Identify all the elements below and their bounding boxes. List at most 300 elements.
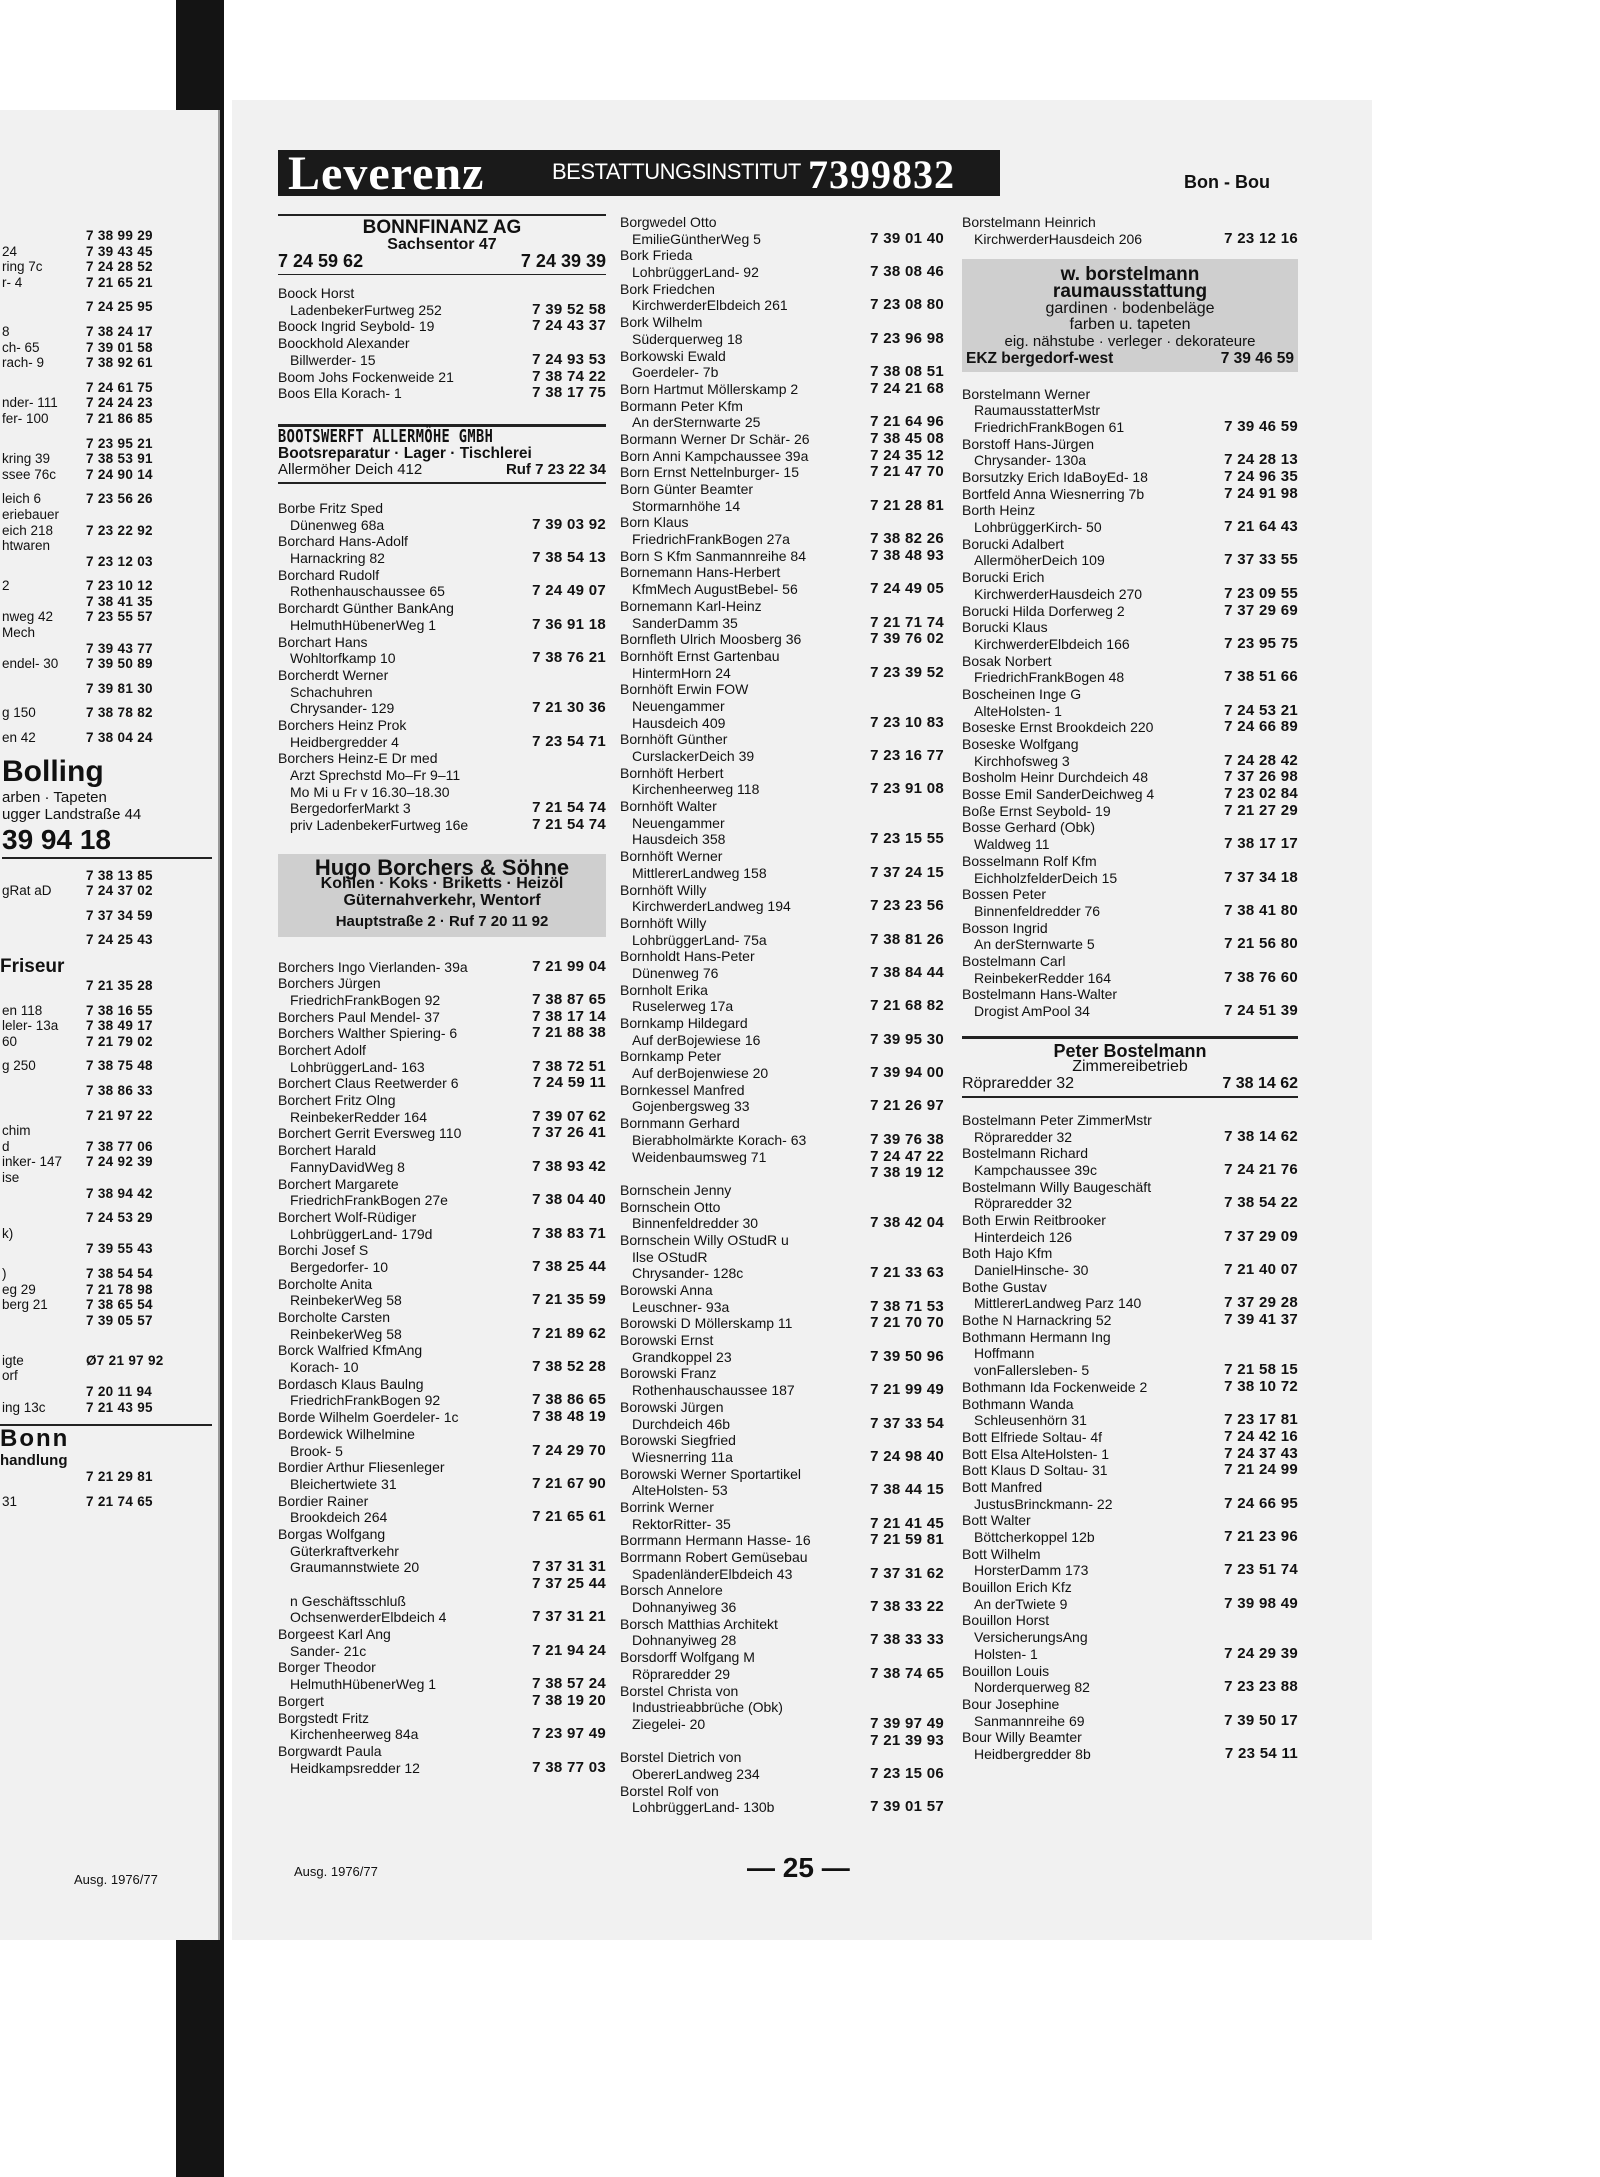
listing-row <box>962 586 1298 603</box>
listing-text: Borucki Klaus <box>962 619 1048 636</box>
listing-text: Norderquerweg 82 <box>974 1679 1090 1696</box>
listing-text: CurslackerDeich 39 <box>632 748 755 764</box>
listing-row <box>278 767 606 784</box>
page-number: — 25 — <box>747 1852 850 1883</box>
listing-text: Boße Ernst Seybold- 19 <box>962 802 1111 819</box>
listing-row <box>962 1679 1298 1696</box>
listing-phone: 7 24 29 70 <box>532 1441 606 1459</box>
listing-row <box>962 231 1298 248</box>
listing-row <box>620 1482 944 1499</box>
listing-row <box>962 703 1298 720</box>
listing-text: Wiesnerring 11a <box>632 1448 733 1465</box>
listing-row <box>278 1042 606 1059</box>
listing-text: Bossen Peter <box>962 886 1047 903</box>
listing-phone: 7 21 74 65 <box>86 1493 153 1509</box>
listing-row <box>620 1332 944 1349</box>
listing-text: Borchert Claus Reetwerder 6 <box>278 1075 459 1092</box>
listing-row <box>620 1315 944 1332</box>
listing-text: Bott Walter <box>962 1512 1031 1529</box>
listing-phone: 7 24 25 43 <box>86 932 153 948</box>
row-spacer <box>0 1328 212 1337</box>
listing-text: FriedrichFrankBogen 27a <box>632 531 790 548</box>
listing-row <box>962 569 1298 586</box>
ad-bootswerft-street: Allermöher Deich 412 <box>278 461 423 479</box>
listing-row <box>278 1659 606 1676</box>
listing-text: Neuengammer <box>632 697 725 714</box>
listing-phone: 7 23 56 26 <box>86 491 153 507</box>
listing-text: Borsch Matthias Architekt <box>620 1615 778 1632</box>
listing-row <box>620 1299 944 1316</box>
listing-text: LohbrüggerLand- 130b <box>632 1799 775 1816</box>
listing-row <box>620 1215 944 1232</box>
listing-text: Borchardt Günther BankAng <box>278 600 454 617</box>
listing-row <box>620 398 944 415</box>
listing-text: Borowski Anna <box>620 1282 713 1298</box>
listing-text: HelmuthHübenerWeg 1 <box>290 616 437 633</box>
listing-row <box>620 1616 944 1633</box>
listing-text: Bordier Arthur Fliesenleger <box>278 1459 445 1476</box>
listing-row <box>962 1729 1298 1746</box>
listing-text: Heidbergredder 4 <box>290 733 399 750</box>
listing-text: Harnackring 82 <box>290 550 385 567</box>
listing-row <box>278 1509 606 1526</box>
listing-text: Bordasch Klaus Baulng <box>278 1375 424 1392</box>
listing-row <box>0 1034 212 1050</box>
listing-text: Bornmann Gerhard <box>620 1115 740 1132</box>
ad-bootswerft-address <box>278 462 606 484</box>
listing-row <box>278 1376 606 1393</box>
listing-text: ise <box>2 1169 20 1185</box>
listing-phone: 7 38 25 44 <box>532 1257 606 1275</box>
listing-phone: 7 21 97 22 <box>86 1107 153 1123</box>
listing-phone: 7 23 54 71 <box>532 732 606 750</box>
listing-phone: 7 23 97 49 <box>532 1725 606 1743</box>
listing-text: An derSternwarte 5 <box>974 936 1095 953</box>
listing-row <box>962 419 1298 436</box>
ad-hugo-borchers <box>278 854 606 937</box>
listing-row <box>0 1154 212 1170</box>
listing-phone: 7 24 37 43 <box>1224 1444 1298 1462</box>
listing-row <box>278 1109 606 1126</box>
listing-text: 8 <box>2 323 10 339</box>
listing-text: Drogist AmPool 34 <box>974 1003 1090 1020</box>
listing-row <box>620 1599 944 1616</box>
listing-text: en 42 <box>2 730 36 746</box>
listing-row <box>962 486 1298 503</box>
row-spacer <box>0 1074 212 1083</box>
listing-text: Hoffmann <box>974 1345 1035 1362</box>
listing-row <box>278 1459 606 1476</box>
listing-text: Bosse Gerhard (Obk) <box>962 819 1096 836</box>
listing-row <box>0 1297 212 1313</box>
listing-row <box>962 753 1298 770</box>
listing-row <box>620 1382 944 1399</box>
listing-row <box>620 1098 944 1115</box>
listing-text: Bordier Rainer <box>278 1492 369 1509</box>
listing-text: EmilieGüntherWeg 5 <box>632 230 761 247</box>
listing-text: vonFallersleben- 5 <box>974 1362 1090 1379</box>
spacer <box>278 402 606 424</box>
ad-borstelmann-footer <box>962 351 1298 368</box>
listing-row <box>962 1562 1298 1579</box>
listing-phone: 7 38 19 20 <box>532 1691 606 1709</box>
listing-phone: 7 37 34 18 <box>1224 868 1298 886</box>
listing-phone: 7 24 61 75 <box>86 379 153 395</box>
listing-row <box>278 1359 606 1376</box>
listing-row <box>0 978 212 994</box>
listing-text: Holsten- 1 <box>974 1645 1038 1662</box>
listing-text: Durchdeich 46b <box>632 1415 731 1432</box>
listing-row <box>962 986 1298 1003</box>
listing-text: Borucki Hilda Dorferweg 2 <box>962 602 1125 619</box>
listing-row <box>962 1496 1298 1513</box>
listing-row <box>962 536 1298 553</box>
listing-row <box>620 665 944 682</box>
ad-bonnfinanz <box>278 214 606 275</box>
listing-text: Borchard Hans-Adolf <box>278 533 408 550</box>
listing-row <box>962 1546 1298 1563</box>
listing-text: Bott Wilhelm <box>962 1545 1041 1562</box>
listing-phone: 7 37 24 15 <box>870 863 944 881</box>
listing-phone: 7 24 49 05 <box>870 580 944 598</box>
listing-text: Kirchenheerweg 84a <box>290 1726 419 1743</box>
listing-phone: 7 39 76 38 <box>870 1130 944 1148</box>
ad-bootswerft-name: BOOTSWERFT ALLERMÖHE GMBH <box>278 426 494 447</box>
listing-phone: 7 23 16 77 <box>870 747 944 764</box>
listing-phone: 7 23 15 06 <box>870 1764 944 1782</box>
listing-text: Bosselmann Rolf Kfm <box>962 852 1097 869</box>
listing-phone: 7 23 51 74 <box>1224 1561 1298 1579</box>
listing-phone: 7 21 86 85 <box>86 410 153 426</box>
listing-phone: 7 39 81 30 <box>86 680 153 696</box>
listing-row <box>620 848 944 865</box>
row-spacer <box>0 859 212 868</box>
listing-text: Bosholm Heinr Durchdeich 48 <box>962 769 1148 786</box>
listing-phone: 7 37 29 69 <box>1224 601 1298 619</box>
listing-phone: 7 21 27 29 <box>1224 801 1298 819</box>
listing-text: Heidkampsredder 12 <box>290 1759 420 1776</box>
listing-row <box>278 784 606 801</box>
listing-text: AlteHolsten- 1 <box>974 702 1062 719</box>
listing-phone: 7 21 35 28 <box>86 978 153 993</box>
listing-text: ing 13c <box>2 1399 46 1415</box>
listing-text: fer- 100 <box>2 410 49 426</box>
listing-row <box>278 1092 606 1109</box>
listing-row <box>0 908 212 924</box>
listing-phone: 7 21 89 62 <box>532 1324 606 1342</box>
listing-row <box>278 517 606 534</box>
listing-row <box>962 920 1298 937</box>
ad-hugo-street: Hauptstraße 2 · Ruf 7 20 11 92 <box>335 912 549 930</box>
listing-row <box>278 1242 606 1259</box>
listing-phone: 7 37 29 09 <box>1224 1227 1298 1245</box>
listing-text: Bleichertwiete 31 <box>290 1475 397 1492</box>
listing-row <box>620 1499 944 1516</box>
listing-row <box>962 1345 1298 1362</box>
listing-row <box>962 853 1298 870</box>
listing-row <box>962 1412 1298 1429</box>
listing-text: RektorRitter- 35 <box>632 1515 731 1532</box>
listing-text: Borucki Erich <box>962 569 1045 586</box>
listing-row <box>0 1226 212 1242</box>
listing-phone: 7 21 33 63 <box>870 1264 944 1282</box>
ad-bootswerft-sub: Bootsreparatur · Lager · Tischlerei <box>278 444 532 462</box>
ad-bootswerft <box>278 424 606 484</box>
leverenz-logo: Leverenz <box>288 147 485 200</box>
listing-text: LohbrüggerKirch- 50 <box>974 519 1102 536</box>
ad-bolling-name: Bolling <box>2 754 104 788</box>
listing-row <box>620 715 944 732</box>
listing-row <box>278 302 606 319</box>
listing-phone: 7 24 28 52 <box>86 259 153 275</box>
listing-phone: 7 20 11 94 <box>86 1384 153 1400</box>
spacer <box>962 372 1298 386</box>
listing-phone: 7 21 43 95 <box>86 1399 153 1415</box>
listing-text: Borchi Josef S <box>278 1242 369 1259</box>
listing-phone: 7 38 94 42 <box>86 1185 153 1201</box>
listing-row <box>620 1666 944 1683</box>
listing-phone: 7 36 91 18 <box>532 615 606 633</box>
listing-phone: 7 38 04 24 <box>86 730 153 746</box>
listing-text: Borcherdt Werner <box>278 666 389 683</box>
listing-text: Bostelmann Carl <box>962 952 1066 969</box>
spacer <box>278 834 606 854</box>
listing-phone: 7 21 23 96 <box>1224 1528 1298 1546</box>
listing-row <box>278 700 606 717</box>
left-page-edition: Ausg. 1976/77 <box>74 1872 158 1887</box>
listing-row <box>620 414 944 431</box>
listing-row <box>278 1760 606 1777</box>
listing-text: g 150 <box>2 705 36 721</box>
listing-phone: 7 24 92 39 <box>86 1154 153 1170</box>
listing-phone: 7 38 13 85 <box>86 867 153 883</box>
listing-text: Bosak Norbert <box>962 652 1052 669</box>
listing-text: Bordewick Wilhelmine <box>278 1425 415 1442</box>
listing-phone: 7 23 02 84 <box>1224 785 1298 803</box>
ad-hugo-sub: Kohlen · Koks · Briketts · Heizöl <box>320 875 564 893</box>
listing-row <box>620 1566 944 1583</box>
listing-text: Boock Ingrid Seybold- 19 <box>278 318 435 335</box>
bonn-subheading: handlung <box>0 1452 68 1470</box>
header-phone: 7399832 <box>808 152 955 197</box>
listing-row <box>962 1663 1298 1680</box>
listing-row <box>620 1699 944 1716</box>
listing-phone: 7 23 17 81 <box>1224 1411 1298 1429</box>
spacer <box>278 937 606 959</box>
listing-row <box>620 1282 944 1299</box>
listing-phone: 7 23 10 83 <box>870 713 944 731</box>
listing-text: FriedrichFrankBogen 27e <box>290 1192 448 1209</box>
listing-phone: 7 38 16 55 <box>86 1002 153 1018</box>
ad-bonnfinanz-phone2: 7 24 39 39 <box>520 251 606 272</box>
listing-text: Binnenfeldredder 30 <box>632 1215 759 1232</box>
listing-phone: 7 21 94 24 <box>532 1641 606 1659</box>
listing-row <box>0 467 212 483</box>
listing-row <box>962 1229 1298 1246</box>
listing-text: orf <box>2 1368 18 1384</box>
listing-phone: 7 37 31 21 <box>532 1608 606 1626</box>
listing-text: eriebauer <box>2 506 60 522</box>
listing-row <box>620 1632 944 1649</box>
listing-row <box>278 1142 606 1159</box>
listing-text: LadenbekerFurtweg 252 <box>290 301 442 318</box>
listing-text: Borsdorff Wolfgang M <box>620 1649 755 1666</box>
listing-text: Bostelmann Hans-Walter <box>962 986 1118 1003</box>
listing-text: Röpraredder 32 <box>974 1128 1073 1145</box>
listing-text: Borstelmann Werner <box>962 385 1091 402</box>
listing-phone: 7 38 14 62 <box>1224 1127 1298 1145</box>
listing-phone: 7 21 65 21 <box>86 274 153 290</box>
listing-text: Borchers Paul Mendel- 37 <box>278 1008 440 1025</box>
listing-text: Bornkamp Peter <box>620 1048 722 1065</box>
listing-row <box>620 264 944 281</box>
listing-phone: 7 23 09 55 <box>1224 584 1298 602</box>
listing-row <box>278 583 606 600</box>
listing-phone: 7 23 12 16 <box>1224 229 1298 247</box>
listing-row <box>278 567 606 584</box>
listing-text: Borowski Ernst <box>620 1332 714 1349</box>
listing-row <box>0 609 212 625</box>
listing-text: Bott Manfred <box>962 1478 1043 1495</box>
listing-phone: 7 37 31 62 <box>870 1564 944 1582</box>
listing-text: Bornfleth Ulrich Moosberg 36 <box>620 631 802 648</box>
ad-borstelmann-name2: raumausstattung <box>1052 281 1208 303</box>
listing-row <box>0 1266 212 1282</box>
listing-phone: 7 39 05 57 <box>86 1312 153 1328</box>
row-spacer <box>0 569 212 578</box>
listing-phone: 7 38 92 61 <box>86 355 153 371</box>
listing-text: Born Ernst Nettelnburger- 15 <box>620 464 799 481</box>
listing-text: 2 <box>2 578 10 594</box>
listing-text: FriedrichFrankBogen 92 <box>290 1392 441 1409</box>
listing-text: Borchers Walther Spiering- 6 <box>278 1025 458 1042</box>
listing-phone: 7 38 17 14 <box>532 1007 606 1025</box>
listing-text: eg 29 <box>2 1281 36 1297</box>
listing-text: Borger Theodor <box>278 1659 376 1676</box>
listing-row <box>962 436 1298 453</box>
friseur-heading: Friseur <box>0 956 65 977</box>
listing-row <box>620 831 944 848</box>
listing-row <box>0 324 212 340</box>
listing-row <box>0 1241 212 1257</box>
listing-row <box>962 402 1298 419</box>
listing-row <box>962 1362 1298 1379</box>
listing-text: Borowski Franz <box>620 1365 717 1382</box>
listing-row <box>278 1626 606 1643</box>
ad-borstelmann-line2: farben u. tapeten <box>1069 316 1191 334</box>
listing-text: Röpraredder 32 <box>974 1195 1073 1212</box>
listing-row <box>620 381 944 398</box>
listing-row <box>962 1713 1298 1730</box>
ad-borstelmann-phone: 7 39 46 59 <box>1220 349 1294 367</box>
listing-text: Dohnanyiweg 36 <box>632 1599 737 1616</box>
listing-row <box>278 1726 606 1743</box>
listing-phone: 7 21 64 96 <box>870 413 944 431</box>
directory-page <box>232 100 1372 1940</box>
listing-text: Kirchenheerweg 118 <box>632 781 760 798</box>
listing-phone: 7 38 87 65 <box>532 990 606 1008</box>
listing-row <box>0 259 212 275</box>
listing-row <box>0 1282 212 1298</box>
listing-row <box>278 385 606 402</box>
listing-phone: 7 21 39 93 <box>870 1731 944 1749</box>
listing-text: Binnenfeldredder 76 <box>974 902 1101 919</box>
listing-row <box>620 481 944 498</box>
listing-row <box>0 395 212 411</box>
listing-text: Bornkamp Hildegard <box>620 1015 748 1031</box>
ad-bonnfinanz-name: BONNFINANZ AG <box>362 217 522 238</box>
listing-row <box>620 548 944 565</box>
listing-phone: 7 38 74 22 <box>532 367 606 385</box>
left-page-column <box>0 228 212 1509</box>
listing-phone: 7 38 76 60 <box>1224 968 1298 986</box>
row-spacer <box>0 290 212 299</box>
listing-text: Bothe N Harnackring 52 <box>962 1312 1112 1329</box>
listing-row <box>620 348 944 365</box>
listing-row <box>620 998 944 1015</box>
listing-row <box>278 1593 606 1610</box>
listing-text: Dünenweg 68a <box>290 516 385 533</box>
listing-row <box>620 514 944 531</box>
ad-bonnfinanz-phones <box>278 253 606 275</box>
listing-row <box>0 1139 212 1155</box>
listing-row <box>962 603 1298 620</box>
listing-row <box>278 684 606 701</box>
listing-text: MittlererLandweg Parz 140 <box>974 1295 1142 1312</box>
listing-row <box>620 1082 944 1099</box>
listing-phone: 7 21 30 36 <box>532 699 606 717</box>
bonn-heading: Bonn <box>0 1424 212 1452</box>
listing-text: Bornhöft Erwin FOW <box>620 681 749 698</box>
listing-row <box>962 386 1298 403</box>
listing-row <box>0 656 212 672</box>
listing-text: ssee 76c <box>2 466 57 482</box>
listing-text: berg 21 <box>2 1297 48 1313</box>
listing-row <box>962 1312 1298 1329</box>
listing-row <box>620 915 944 932</box>
listing-text: Heidbergredder 8b <box>974 1745 1091 1762</box>
listing-row <box>962 1179 1298 1196</box>
listing-phone: 7 24 91 98 <box>1224 484 1298 502</box>
listing-text: Röpraredder 29 <box>632 1665 731 1682</box>
listing-phone: 7 38 83 71 <box>532 1224 606 1242</box>
listing-phone: 7 21 35 59 <box>532 1291 606 1309</box>
listing-text: Bornschein Otto <box>620 1198 721 1215</box>
listing-row <box>620 1683 944 1700</box>
listing-row <box>278 1159 606 1176</box>
listing-row <box>0 681 212 697</box>
listing-text: Both Erwin Reitbrooker <box>962 1211 1106 1228</box>
listing-text: 24 <box>2 243 18 259</box>
listing-text: rach- 9 <box>2 355 45 371</box>
listing-text: VersicherungsAng <box>974 1629 1088 1646</box>
listing-text: Borchart Hans <box>278 633 368 650</box>
listing-row <box>0 1384 212 1400</box>
listing-phone: 7 21 24 99 <box>1224 1461 1298 1479</box>
listing-row <box>620 1733 944 1750</box>
listing-phone: 7 38 86 65 <box>532 1391 606 1409</box>
listing-text: leich 6 <box>2 491 42 507</box>
listing-text: Hinterdeich 126 <box>974 1228 1073 1245</box>
listing-phone: 7 38 86 33 <box>86 1082 153 1098</box>
listing-text: ReinbekerRedder 164 <box>974 969 1111 986</box>
listing-row <box>962 736 1298 753</box>
listing-row <box>0 1469 212 1485</box>
listing-phone: 7 24 98 40 <box>870 1447 944 1465</box>
ad-bolling-line2: ugger Landstraße 44 <box>2 805 142 823</box>
listing-text: SpadenländerElbdeich 43 <box>632 1565 793 1582</box>
listing-text: Ruselerweg 17a <box>632 998 734 1015</box>
